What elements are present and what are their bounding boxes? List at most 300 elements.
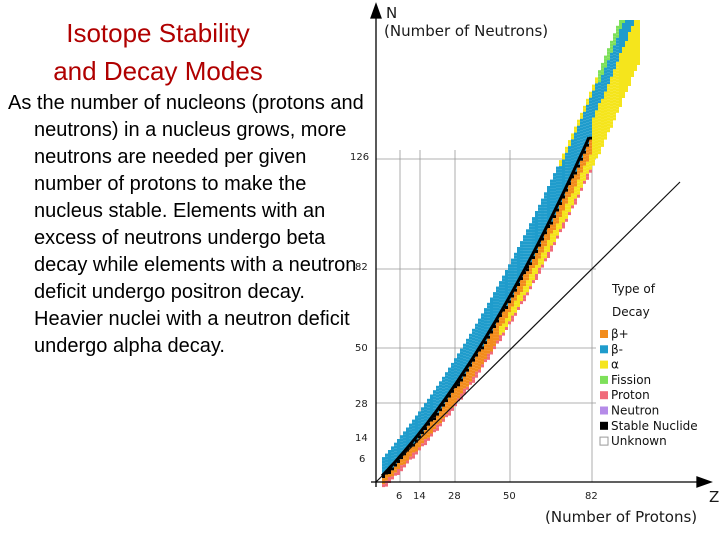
nuclide-cell xyxy=(445,372,448,375)
nuclide-cell xyxy=(547,234,550,237)
nuclide-cell xyxy=(616,44,619,47)
nuclide-cell xyxy=(400,441,403,444)
nuclide-cell xyxy=(598,85,601,88)
nuclide-cell xyxy=(562,184,565,187)
nuclide-cell xyxy=(604,101,607,104)
nuclide-cell xyxy=(568,149,571,152)
nuclide-cell xyxy=(466,378,469,381)
nuclide-cell xyxy=(523,247,526,250)
nuclide-cell xyxy=(541,217,544,220)
nuclide-cell xyxy=(457,386,460,389)
nuclide-cell xyxy=(601,126,604,129)
nuclide-cell xyxy=(388,474,391,477)
nuclide-cell xyxy=(634,26,637,29)
nuclide-cell xyxy=(607,117,610,120)
nuclide-cell xyxy=(595,113,598,116)
nuclide-cell xyxy=(616,80,619,83)
nuclide-cell xyxy=(556,188,559,191)
nuclide-cell xyxy=(553,224,556,227)
nuclide-cell xyxy=(499,299,502,302)
nuclide-cell xyxy=(619,95,622,98)
nuclide-cell xyxy=(565,174,568,177)
nuclide-cell xyxy=(559,181,562,184)
nuclide-cell xyxy=(448,371,451,374)
nuclide-cell xyxy=(469,379,472,382)
nuclide-cell xyxy=(448,383,451,386)
nuclide-cell xyxy=(553,236,556,239)
nuclide-cell xyxy=(583,127,586,130)
nuclide-cell xyxy=(553,230,556,233)
nuclide-cell xyxy=(631,41,634,44)
nuclide-cell xyxy=(517,256,520,259)
nuclide-cell xyxy=(409,433,412,436)
nuclide-cell xyxy=(487,345,490,348)
nuclide-cell xyxy=(526,277,529,280)
nuclide-cell xyxy=(496,329,499,332)
nuclide-cell xyxy=(517,289,520,292)
nuclide-cell xyxy=(520,250,523,253)
nuclide-cell xyxy=(442,383,445,386)
nuclide-cell xyxy=(502,321,505,324)
nuclide-cell xyxy=(442,386,445,389)
nuclide-cell xyxy=(598,70,601,73)
nuclide-cell xyxy=(622,59,625,62)
nuclide-cell xyxy=(616,41,619,44)
nuclide-cell xyxy=(454,388,457,391)
nuclide-cell xyxy=(538,226,541,229)
nuclide-cell xyxy=(619,23,622,26)
nuclide-cell xyxy=(541,262,544,265)
nuclide-cell xyxy=(571,184,574,187)
nuclide-cell xyxy=(439,387,442,390)
nuclide-cell xyxy=(607,105,610,108)
nuclide-cell xyxy=(472,338,475,341)
nuclide-cell xyxy=(445,387,448,390)
nuclide-cell xyxy=(547,255,550,258)
nuclide-cell xyxy=(448,386,451,389)
nuclide-cell xyxy=(601,75,604,78)
nuclide-cell xyxy=(622,71,625,74)
nuclide-cell xyxy=(484,326,487,329)
nuclide-cell xyxy=(595,95,598,98)
y-axis-symbol: N xyxy=(386,4,398,22)
nuclide-cell xyxy=(505,291,508,294)
nuclide-cell xyxy=(583,154,586,157)
nuclide-cell xyxy=(547,189,550,192)
nuclide-cell xyxy=(565,165,568,168)
nuclide-cell xyxy=(520,241,523,244)
nuclide-cell xyxy=(583,175,586,178)
nuclide-cell xyxy=(592,109,595,112)
nuclide-cell xyxy=(523,280,526,283)
nuclide-cell xyxy=(610,47,613,50)
nuclide-cell xyxy=(487,312,490,315)
nuclide-cell xyxy=(574,151,577,154)
nuclide-cell xyxy=(619,104,622,107)
nuclide-cell xyxy=(634,32,637,35)
nuclide-cell xyxy=(511,268,514,271)
nuclide-cell xyxy=(421,419,424,422)
nuclide-cell xyxy=(409,454,412,457)
nuclide-cell xyxy=(628,50,631,53)
legend-swatch xyxy=(600,422,608,430)
nuclide-cell xyxy=(484,359,487,362)
nuclide-cell xyxy=(619,53,622,56)
nuclide-cell xyxy=(391,452,394,455)
nuclide-cell xyxy=(505,282,508,285)
nuclide-cell xyxy=(529,271,532,274)
nuclide-cell xyxy=(607,111,610,114)
nuclide-cell xyxy=(490,340,493,343)
nuclide-cell xyxy=(622,38,625,41)
nuclide-cell xyxy=(472,374,475,377)
nuclide-cell xyxy=(619,20,622,23)
nuclide-cell xyxy=(559,187,562,190)
nuclide-cell xyxy=(469,382,472,385)
nuclide-cell xyxy=(499,326,502,329)
nuclide-cell xyxy=(397,472,400,475)
nuclide-cell xyxy=(616,65,619,68)
nuclide-cell xyxy=(490,304,493,307)
nuclide-cell xyxy=(499,320,502,323)
nuclide-cell xyxy=(634,62,637,65)
nuclide-cell xyxy=(502,297,505,300)
nuclide-cell xyxy=(385,484,388,487)
slide-title xyxy=(8,14,308,90)
nuclide-cell xyxy=(538,265,541,268)
nuclide-cell xyxy=(598,136,601,139)
nuclide-cell xyxy=(451,378,454,381)
nuclide-cell xyxy=(544,237,547,240)
nuclide-cell xyxy=(520,247,523,250)
nuclide-cell xyxy=(481,334,484,337)
nuclide-cell xyxy=(445,375,448,378)
nuclide-cell xyxy=(499,305,502,308)
nuclide-cell xyxy=(520,295,523,298)
legend-label: Proton xyxy=(611,388,650,403)
nuclide-cell xyxy=(466,372,469,375)
x-tick-labels xyxy=(396,491,598,502)
nuclide-cell xyxy=(451,366,454,369)
nuclide-cell xyxy=(592,133,595,136)
nuclide-cell xyxy=(610,74,613,77)
nuclide-cell xyxy=(463,344,466,347)
nuclide-cell xyxy=(583,181,586,184)
nuclide-cell xyxy=(505,279,508,282)
nuclide-cell xyxy=(535,217,538,220)
nuclide-cell xyxy=(523,283,526,286)
nuclide-cell xyxy=(595,128,598,131)
nuclide-cell xyxy=(529,223,532,226)
nuclide-cell xyxy=(562,205,565,208)
nuclide-cell xyxy=(457,356,460,359)
nuclide-cell xyxy=(595,104,598,107)
nuclide-cell xyxy=(616,77,619,80)
nuclide-cell xyxy=(499,290,502,293)
nuclide-cell xyxy=(523,259,526,262)
nuclide-cell xyxy=(601,132,604,135)
nuclide-cell xyxy=(619,68,622,71)
nuclide-cell xyxy=(613,81,616,84)
nuclide-cell xyxy=(526,274,529,277)
nuclide-cell xyxy=(409,427,412,430)
nuclide-cell xyxy=(424,436,427,439)
nuclide-cell xyxy=(463,347,466,350)
nuclide-cell xyxy=(433,390,436,393)
nuclide-cell xyxy=(610,98,613,101)
nuclide-cell xyxy=(583,136,586,139)
nuclide-cell xyxy=(598,94,601,97)
nuclide-cell xyxy=(394,446,397,449)
nuclide-cell xyxy=(457,365,460,368)
nuclide-cell xyxy=(559,160,562,163)
nuclide-cell xyxy=(478,352,481,355)
nuclide-cell xyxy=(610,95,613,98)
nuclide-cell xyxy=(616,83,619,86)
nuclide-cell xyxy=(589,140,592,143)
nuclide-cell xyxy=(625,35,628,38)
nuclide-cell xyxy=(595,98,598,101)
nuclide-cell xyxy=(631,44,634,47)
nuclide-cell xyxy=(553,242,556,245)
nuclide-cell xyxy=(595,152,598,155)
nuclide-cell xyxy=(637,59,640,62)
nuclide-cell xyxy=(502,279,505,282)
nuclide-cell xyxy=(535,223,538,226)
nuclide-cell xyxy=(481,364,484,367)
nuclide-cell xyxy=(493,340,496,343)
nuclide-cell xyxy=(610,107,613,110)
nuclide-cell xyxy=(574,133,577,136)
nuclide-cell xyxy=(556,194,559,197)
nuclide-cell xyxy=(574,136,577,139)
nuclide-cell xyxy=(619,59,622,62)
nuclide-cell xyxy=(622,86,625,89)
nuclide-cell xyxy=(532,238,535,241)
nuclide-cell xyxy=(604,65,607,68)
nuclide-cell xyxy=(625,20,628,23)
nuclide-cell xyxy=(622,77,625,80)
nuclide-cell xyxy=(445,381,448,384)
nuclide-cell xyxy=(514,253,517,256)
nuclide-cell xyxy=(478,319,481,322)
nuclide-cell xyxy=(529,235,532,238)
nuclide-cell xyxy=(607,93,610,96)
nuclide-cell xyxy=(559,178,562,181)
nuclide-cell xyxy=(469,373,472,376)
nuclide-cell xyxy=(616,35,619,38)
nuclide-cell xyxy=(610,113,613,116)
nuclide-cell xyxy=(553,218,556,221)
nuclide-cell xyxy=(565,213,568,216)
nuclide-cell xyxy=(433,426,436,429)
nuclide-cell xyxy=(556,224,559,227)
nuclide-cell xyxy=(442,380,445,383)
nuclide-cell xyxy=(610,125,613,128)
nuclide-cell xyxy=(625,74,628,77)
nuclide-cell xyxy=(442,419,445,422)
nuclide-cell xyxy=(547,243,550,246)
nuclide-cell xyxy=(490,301,493,304)
nuclide-cell xyxy=(529,229,532,232)
nuclide-cell xyxy=(454,376,457,379)
nuclide-cell xyxy=(532,241,535,244)
nuclide-cell xyxy=(589,170,592,173)
nuclide-cell xyxy=(400,465,403,468)
nuclide-cell xyxy=(538,217,541,220)
nuclide-cell xyxy=(580,122,583,125)
y-tick-82: 82 xyxy=(355,262,368,273)
nuclide-cell xyxy=(502,294,505,297)
nuclide-cell xyxy=(604,83,607,86)
nuclide-cell xyxy=(526,253,529,256)
nuclide-cell xyxy=(493,346,496,349)
nuclide-cell xyxy=(577,180,580,183)
nuclide-cell xyxy=(637,44,640,47)
nuclide-cell xyxy=(607,60,610,63)
nuclide-cell xyxy=(511,310,514,313)
nuclide-cell xyxy=(496,341,499,344)
nuclide-cell xyxy=(511,274,514,277)
nuclide-cell xyxy=(574,175,577,178)
nuclide-cell xyxy=(538,271,541,274)
nuclide-cell xyxy=(562,214,565,217)
nuclide-cell xyxy=(610,110,613,113)
nuclide-cell xyxy=(598,106,601,109)
nuclide-cell xyxy=(532,268,535,271)
nuclide-cell xyxy=(544,255,547,258)
nuclide-cell xyxy=(586,168,589,171)
nuclide-cell xyxy=(577,144,580,147)
nuclide-cell xyxy=(484,353,487,356)
nuclide-cell xyxy=(607,123,610,126)
nuclide-cell xyxy=(607,72,610,75)
nuclide-cell xyxy=(610,104,613,107)
nuclide-cell xyxy=(619,92,622,95)
nuclide-cell xyxy=(601,66,604,69)
nuclide-cell xyxy=(550,231,553,234)
nuclide-cell xyxy=(601,93,604,96)
legend-label: β+ xyxy=(611,327,629,341)
nuclide-cell xyxy=(511,313,514,316)
nuclide-cell xyxy=(574,145,577,148)
nuclide-cell xyxy=(451,402,454,405)
nuclide-cell xyxy=(505,270,508,273)
nuclide-cell xyxy=(475,357,478,360)
nuclide-cell xyxy=(607,96,610,99)
nuclide-cell xyxy=(583,160,586,163)
nuclide-cell xyxy=(511,259,514,262)
nuclide-cell xyxy=(472,350,475,353)
nuclide-cell xyxy=(616,59,619,62)
nuclide-cell xyxy=(481,313,484,316)
nuclide-cell xyxy=(532,220,535,223)
nuclide-cell xyxy=(619,50,622,53)
nuclide-cell xyxy=(481,358,484,361)
nuclide-cell xyxy=(532,217,535,220)
nuclide-cell xyxy=(619,44,622,47)
nuclide-cell xyxy=(532,274,535,277)
nuclide-cell xyxy=(475,372,478,375)
nuclide-cell xyxy=(583,163,586,166)
nuclide-cell xyxy=(391,473,394,476)
nuclide-cell xyxy=(538,268,541,271)
nuclide-cell xyxy=(430,404,433,407)
nuclide-cell xyxy=(610,59,613,62)
nuclide-cell xyxy=(505,321,508,324)
nuclide-cell xyxy=(550,240,553,243)
nuclide-cell xyxy=(607,108,610,111)
nuclide-cell xyxy=(538,214,541,217)
nuclide-cell xyxy=(490,337,493,340)
nuclide-cell xyxy=(637,26,640,29)
nuclide-cell xyxy=(478,331,481,334)
nuclide-cell xyxy=(448,377,451,380)
nuclide-cell xyxy=(535,214,538,217)
nuclide-cell xyxy=(571,193,574,196)
nuclide-cell xyxy=(544,210,547,213)
nuclide-cell xyxy=(583,109,586,112)
nuclide-cell xyxy=(430,398,433,401)
nuclide-cell xyxy=(601,96,604,99)
nuclide-cell xyxy=(523,256,526,259)
nuclide-cell xyxy=(604,128,607,131)
nuclide-cell xyxy=(607,57,610,60)
nuclide-cell xyxy=(499,284,502,287)
nuclide-cell xyxy=(454,364,457,367)
nuclide-cell xyxy=(610,62,613,65)
nuclide-cell xyxy=(619,101,622,104)
nuclide-cell xyxy=(490,313,493,316)
nuclide-cell xyxy=(598,91,601,94)
nuclide-cell xyxy=(424,415,427,418)
nuclide-cell xyxy=(577,120,580,123)
nuclide-cell xyxy=(508,270,511,273)
nuclide-cell xyxy=(607,63,610,66)
nuclide-cell xyxy=(538,223,541,226)
nuclide-cell xyxy=(628,20,631,23)
y-tick-labels xyxy=(350,152,369,465)
nuclide-cell xyxy=(541,208,544,211)
nuclide-cell xyxy=(487,324,490,327)
nuclide-cell xyxy=(568,146,571,149)
nuclide-cell xyxy=(418,447,421,450)
nuclide-cell xyxy=(442,389,445,392)
nuclide-cell xyxy=(526,286,529,289)
nuclide-cell xyxy=(523,241,526,244)
nuclide-cell xyxy=(631,59,634,62)
nuclide-cell xyxy=(466,381,469,384)
nuclide-cell xyxy=(388,456,391,459)
nuclide-cell xyxy=(538,205,541,208)
nuclide-cell xyxy=(595,137,598,140)
nuclide-cell xyxy=(544,249,547,252)
nuclide-cell xyxy=(472,329,475,332)
nuclide-cell xyxy=(616,71,619,74)
nuclide-cell xyxy=(604,104,607,107)
nuclide-cell xyxy=(454,358,457,361)
nuclide-cell xyxy=(610,119,613,122)
nuclide-cell xyxy=(631,32,634,35)
nuclide-cell xyxy=(595,155,598,158)
nuclide-cell xyxy=(601,138,604,141)
nuclide-cell xyxy=(511,304,514,307)
nuclide-cell xyxy=(526,283,529,286)
nuclide-cell xyxy=(520,292,523,295)
nuclide-cell xyxy=(547,213,550,216)
legend-swatch xyxy=(600,376,608,384)
nuclide-cell xyxy=(460,355,463,358)
